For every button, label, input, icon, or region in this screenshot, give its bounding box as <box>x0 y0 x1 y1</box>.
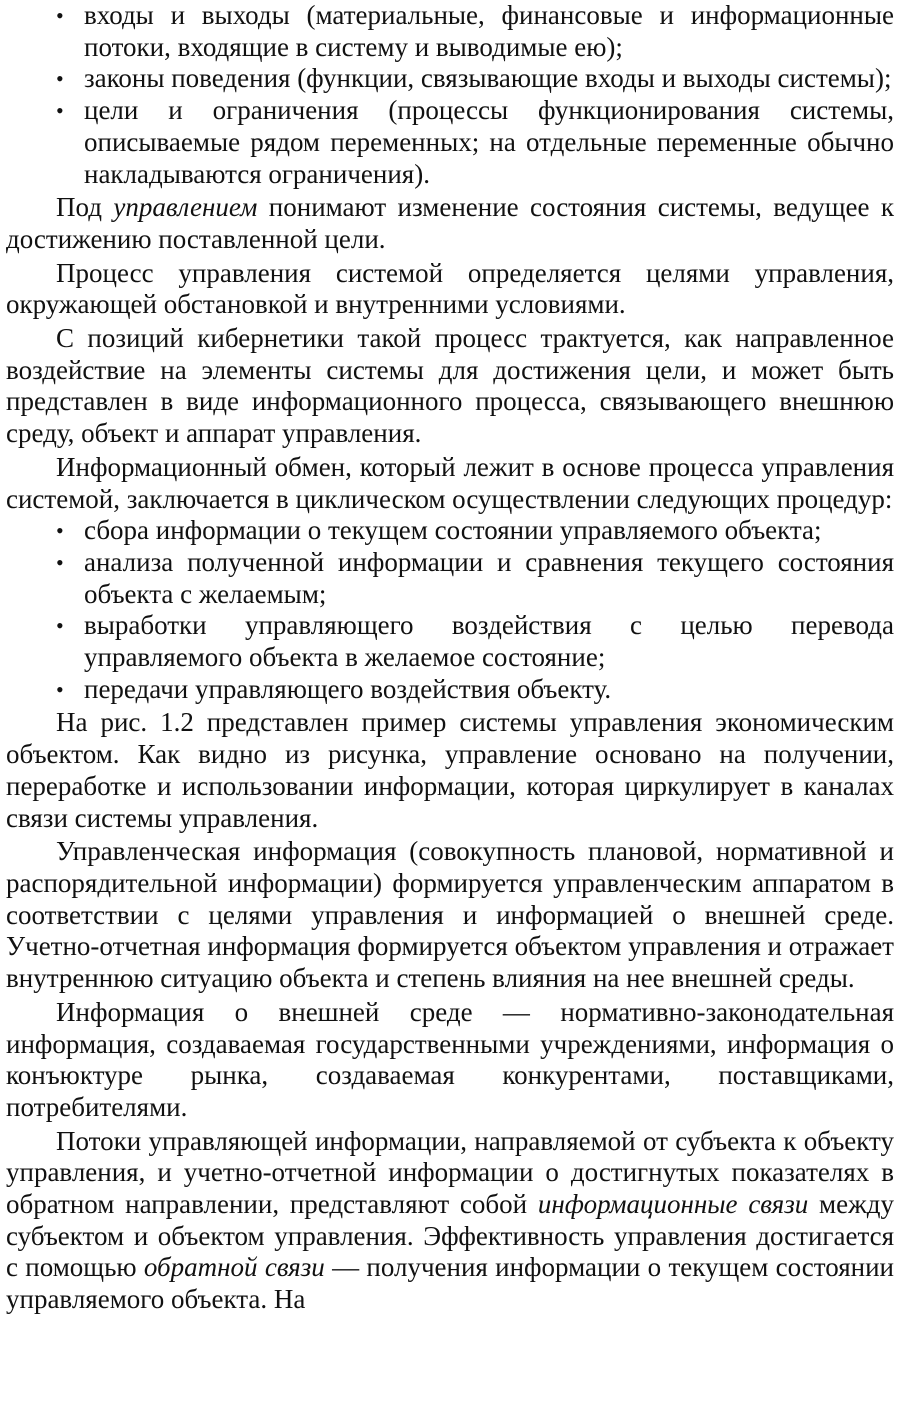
document-page <box>6 0 894 1316</box>
list-item <box>6 515 894 547</box>
list-item-text: передачи управляющего воздействия объекту. <box>84 673 612 704</box>
list-item-text: цели и ограничения (процессы функционирования системы, описываемые рядом переменных; на отдельные переменные обычно накладываются ограничения). <box>84 95 894 189</box>
list-item-text: сбора информации о текущем состоянии управляемого объекта; <box>84 515 822 546</box>
list-item <box>6 0 894 63</box>
list-item <box>6 95 894 190</box>
list-item-text: выработки управляющего воздействия с целью перевода управляемого объекта в желаемое состояние; <box>84 610 894 673</box>
bullet-list-system-characteristics <box>6 0 894 190</box>
list-item-text: входы и выходы (материальные, финансовые и информационные потоки, входящие в систему и выводимые ею); <box>84 0 894 62</box>
paragraph-cybernetics: С позиций кибернетики такой процесс трактуется, как направленное воздействие на элементы системы для достижения цели, и может быть представлен в виде информационного процесса, связывающего внешнюю среду, объект и аппарат управления. <box>6 323 894 449</box>
list-item-text: анализа полученной информации и сравнения текущего состояния объекта с желаемым; <box>84 546 894 609</box>
emphasis-term: информационные связи <box>537 1189 809 1220</box>
bullet-icon: • <box>56 98 64 124</box>
list-item <box>6 610 894 673</box>
list-item <box>6 547 894 610</box>
paragraph-information-links: Потоки управляющей информации, направляемой от субъекта к объекту управления, и учетно-отчетной информации о достигнутых показателях в обратном направлении, представляют собой информационные связи между субъектом и объектом управления. Эффективность управления достигается с помощью обратной связи — получения информации о текущем состоянии управляемого объекта. На <box>6 1125 894 1315</box>
paragraph-management-process: Процесс управления системой определяется целями управления, окружающей обстановкой и внутренними условиями. <box>6 257 894 320</box>
list-item-text: законы поведения (функции, связывающие входы и выходы системы); <box>84 63 892 94</box>
bullet-icon: • <box>56 549 64 575</box>
list-item <box>6 674 894 706</box>
bullet-icon: • <box>56 613 64 639</box>
emphasis-term: обратной связи <box>143 1252 325 1283</box>
bullet-icon: • <box>56 676 64 702</box>
paragraph-management-information: Управленческая информация (совокупность плановой, нормативной и распорядительной информации) формируется управленческим аппаратом в соответствии с целями управления и информацией о внешней среде. Учетно-отчетная информация формируется объектом управления и отражает внутреннюю ситуацию объекта и степень влияния на нее внешней среды. <box>6 836 894 994</box>
paragraph-management-definition: Под управлением понимают изменение состояния системы, ведущее к достижению поставленной цели. <box>6 192 894 254</box>
bullet-list-procedures <box>6 515 894 705</box>
paragraph-external-environment: Информация о внешней среде — нормативно-законодательная информация, создаваемая государственными учреждениями, информация о конъюктуре рынка, создаваемая конкурентами, поставщиками, потребителями. <box>6 996 894 1122</box>
bullet-icon: • <box>56 3 64 28</box>
bullet-icon: • <box>56 518 64 544</box>
emphasis-term: управлением <box>113 192 258 223</box>
list-item <box>6 63 894 95</box>
paragraph-figure-reference: На рис. 1.2 представлен пример системы управления экономическим объектом. Как видно из рисунка, управление основано на получении, переработке и использовании информации, которая циркулирует в каналах связи системы управления. <box>6 707 894 833</box>
bullet-icon: • <box>56 66 64 92</box>
paragraph-information-exchange: Информационный обмен, который лежит в основе процесса управления системой, заключается в циклическом осуществлении следующих процедур: <box>6 451 894 514</box>
